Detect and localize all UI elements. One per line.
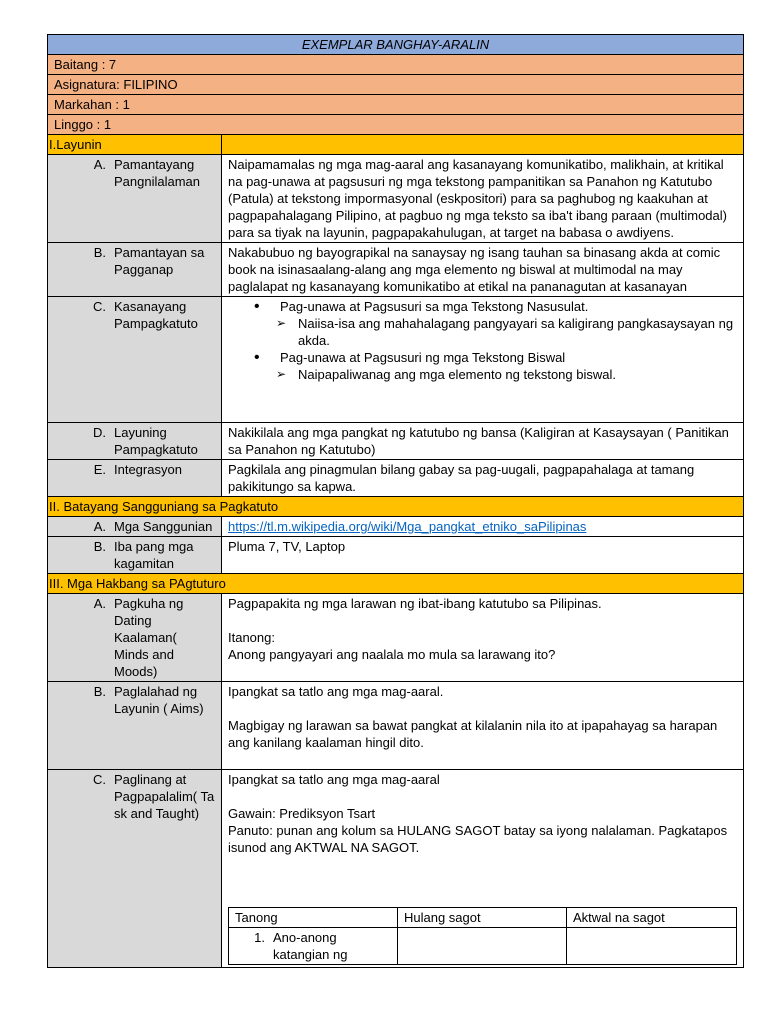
paglalahad-content [222,682,744,770]
info-asignatura: Asignatura: FILIPINO [48,75,744,95]
tsart-row-1-aktwal[interactable] [567,928,737,965]
pagkuha-line-1: Pagpapakita ng mga larawan ng ibat-ibang katutubo sa Pilipinas. [228,596,602,611]
info-markahan: Markahan : 1 [48,95,744,115]
row-paglalahad-ng-layunin: B. Paglalahad ng Layunin ( Aims) [48,682,222,770]
kagamitan-text: Pluma 7, TV, Laptop [222,537,744,574]
paglinang-content [222,770,744,968]
pamantayan-sa-pagganap-text: Nakabubuo ng bayograpikal na sanaysay ng isang tauhan sa binasang akda at comic book na isinasaalang-alang ang mga elemento ng biswal at multimodal na may paglalapat ng kasanayang komunikatibo at etikal na pananagutan at kasanayan [222,243,744,297]
row-integrasyon: E. Integrasyon [48,460,222,497]
lesson-plan-table [47,34,744,968]
row-pamantayan-sa-pagganap: B. Pamantayan sa Pagganap [48,243,222,297]
section-hakbang: III. Mga Hakbang sa PAgtuturo [48,574,744,594]
pagkuha-line-2: Itanong: [228,630,275,645]
paglinang-line-3: Panuto: punan ang kolum sa HULANG SAGOT batay sa iyong nalalaman. Pagkatapos isunod ang AKTWAL NA SAGOT. [228,823,728,855]
row-layuning-pampagkatuto: D. Layuning Pampagkatuto [48,423,222,460]
tsart-header-hulang-sagot: Hulang sagot [398,908,567,928]
row-pamantayang-pangnilalaman: A. Pamantayang Pangnilalaman [48,155,222,243]
competency-sub-1: ➢ Naiisa-isa ang mahahalagang pangyayari sa kaligirang pangkasaysayan ng akda. [298,315,737,349]
pamantayang-pangnilalaman-text: Naipamamalas ng mga mag-aaral ang kasanayang komunikatibo, malikhain, at kritikal na pag-unawa at pagsusuri ng mga tekstong pampanitikan sa Panahon ng Katutubo (Patula) at tekstong impormasyonal (eskpositori) para sa paghubog ng kaakuhan at pagpapahalagang Pilipino, at pagbuo ng mga teksto sa iba't ibang paraan (multimodal) para sa tiyak na layunin, pagpapakahulugan, at target na babasa o awdiyens. [222,155,744,243]
wikipedia-link[interactable]: https://tl.m.wikipedia.org/wiki/Mga_pangkat_etniko_saPilipinas [228,519,587,534]
tsart-header-aktwal-na-sagot: Aktwal na sagot [567,908,737,928]
tsart-header-tanong: Tanong [229,908,398,928]
prediksyon-tsart [228,907,737,965]
row-pagkuha-ng-dating-kaalaman: A. Pagkuha ng Dating Kaalaman( Minds and Moods) [48,594,222,682]
sanggunian-link-cell [222,517,744,537]
row-iba-pang-kagamitan: B. Iba pang mga kagamitan [48,537,222,574]
section-layunin-blank [222,135,744,155]
info-linggo: Linggo : 1 [48,115,744,135]
section-layunin: I.Layunin [48,135,222,155]
competency-bullet-1: • Pag-unawa at Pagsusuri sa mga Tekstong Nasusulat. [280,298,737,315]
paglinang-line-1: Ipangkat sa tatlo ang mga mag-aaral [228,772,440,787]
kasanayang-pampagkatuto-content [222,297,744,423]
lesson-plan-page [47,34,743,968]
competency-sub-2: ➢ Naipapaliwanag ang mga elemento ng tekstong biswal. [298,366,737,383]
tsart-row-1-hula[interactable] [398,928,567,965]
integrasyon-text: Pagkilala ang pinagmulan bilang gabay sa pag-uugali, pagpapahalaga at tamang pakikitungo sa kapwa. [222,460,744,497]
row-kasanayang-pampagkatuto: C. Kasanayang Pampagkatuto [48,297,222,423]
pagkuha-line-3: Anong pangyayari ang naalala mo mula sa larawang ito? [228,647,556,662]
tsart-row-1-question: 1. Ano-anong katangian ng [229,928,398,965]
pagkuha-content [222,594,744,682]
paglalahad-line-1: Ipangkat sa tatlo ang mga mag-aaral. [228,684,444,699]
document-title: EXEMPLAR BANGHAY-ARALIN [48,35,744,55]
row-mga-sanggunian: A. Mga Sanggunian [48,517,222,537]
section-sanggunian: II. Batayang Sangguniang sa Pagkatuto [48,497,744,517]
paglinang-line-2: Gawain: Prediksyon Tsart [228,806,376,821]
row-paglinang-at-pagpapalalim: C. Paglinang at Pagpapalalim( Ta sk and Taught) [48,770,222,968]
paglalahad-line-2: Magbigay ng larawan sa bawat pangkat at kilalanin nila ito at ipapahayag sa harapan ang kanilang kaalaman hingil dito. [228,718,718,750]
info-baitang: Baitang : 7 [48,55,744,75]
competency-list [228,298,737,315]
competency-bullet-2: • Pag-unawa at Pagsusuri ng mga Tekstong Biswal [280,349,737,366]
layuning-pampagkatuto-text: Nakikilala ang mga pangkat ng katutubo ng bansa (Kaligiran at Kasaysayan ( Panitikan sa Panahon ng Katutubo) [222,423,744,460]
